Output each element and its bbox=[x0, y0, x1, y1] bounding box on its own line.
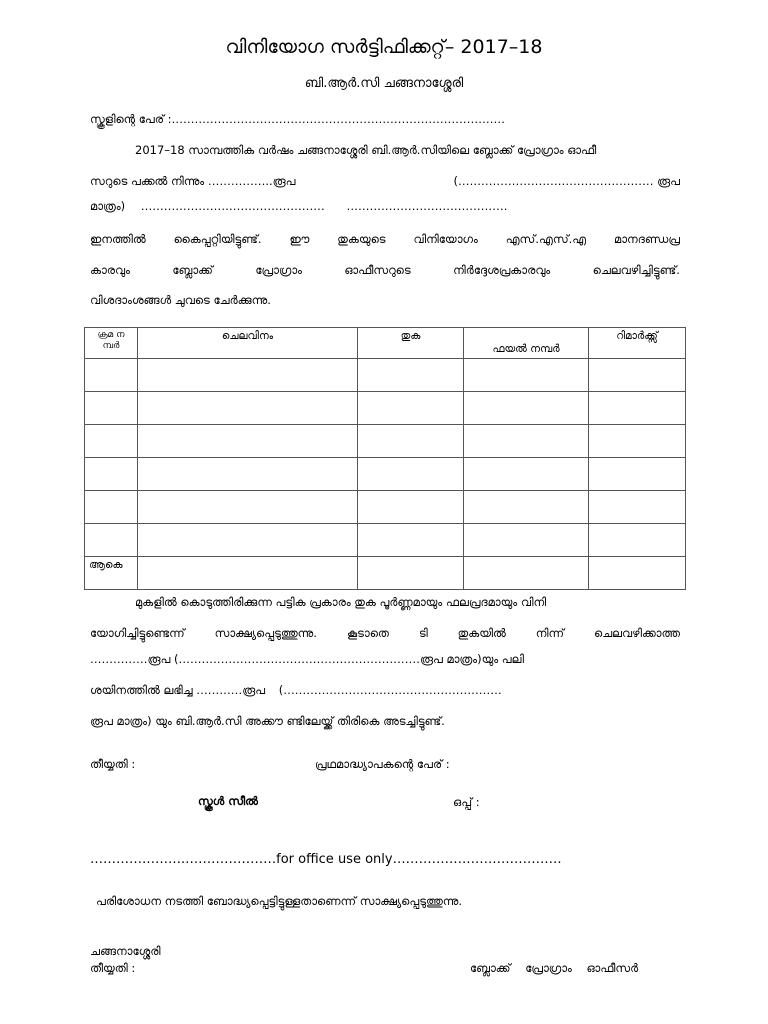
para2-line4-b: (………………………………………………… bbox=[278, 683, 502, 697]
para1-line3-a: മാത്രം) bbox=[90, 199, 126, 213]
table-row bbox=[85, 458, 686, 491]
para1-line4-word: ഇനത്തിൽ bbox=[90, 232, 146, 246]
para1-line2-a: സറുടെ പക്കൽ നിന്നും ……………..രൂപ bbox=[90, 174, 296, 188]
para1-line3 bbox=[90, 199, 680, 214]
table-cell[interactable] bbox=[464, 392, 589, 425]
para2-line2-word: കൂടാതെ bbox=[346, 626, 389, 640]
signature-label: ഒപ്പ് : bbox=[453, 795, 480, 809]
table-cell[interactable] bbox=[464, 425, 589, 458]
para1-line4-word: ഈ bbox=[289, 232, 310, 246]
para2-line2-word: ടി bbox=[418, 626, 428, 640]
para1-line5 bbox=[90, 263, 680, 278]
table-row bbox=[85, 359, 686, 392]
table-cell[interactable] bbox=[464, 359, 589, 392]
table-cell[interactable] bbox=[358, 425, 464, 458]
table-cell[interactable] bbox=[589, 557, 686, 590]
table-cell[interactable] bbox=[138, 425, 358, 458]
table-cell[interactable] bbox=[85, 392, 138, 425]
table-cell[interactable] bbox=[589, 392, 686, 425]
table-cell[interactable] bbox=[138, 392, 358, 425]
date-label: തീയ്യതി : bbox=[90, 757, 136, 771]
para1-line4-word: എസ്.എസ്.എ bbox=[505, 232, 587, 246]
table-cell[interactable] bbox=[138, 524, 358, 557]
table-cell[interactable] bbox=[589, 458, 686, 491]
table-cell[interactable] bbox=[85, 458, 138, 491]
table-cell[interactable] bbox=[589, 425, 686, 458]
para2-line2-word: തുകയിൽ bbox=[457, 626, 506, 640]
table-cell[interactable] bbox=[358, 491, 464, 524]
table-cell[interactable] bbox=[138, 491, 358, 524]
para2-line2-word: ചെലവഴിക്കാത്ത bbox=[594, 626, 680, 640]
para1-line4-word: തുകയുടെ bbox=[337, 232, 386, 246]
table-cell[interactable] bbox=[138, 359, 358, 392]
verification-statement: പരിശോധന നടത്തി ബോദ്ധ്യപ്പെട്ടിട്ടുള്ളതാണെന്ന് സാക്ഷ്യപ്പെടുത്തുന്നു. bbox=[96, 894, 463, 908]
para1-line4-word: മാനദണ്ഡപ്ര bbox=[614, 232, 680, 246]
para2-line2-word: നിന്ന് bbox=[535, 626, 565, 640]
school-name-line: സ്കൂളിന്റെ പേര് :…………………………………………………………………………… bbox=[90, 112, 506, 126]
table-cell[interactable] bbox=[358, 557, 464, 590]
table-cell[interactable] bbox=[358, 458, 464, 491]
brc-name: ബി.ആർ.സി ചങ്ങനാശ്ശേരി bbox=[304, 76, 464, 91]
para2-line4 bbox=[90, 683, 680, 698]
footer-place: ചങ്ങനാശ്ശേരി bbox=[90, 944, 161, 958]
table-header-row bbox=[85, 328, 686, 359]
table-row bbox=[85, 524, 686, 557]
table-cell[interactable] bbox=[85, 491, 138, 524]
para2-line4-a: ശയിനത്തിൽ ലഭിച്ച …………രൂപ bbox=[90, 683, 266, 697]
table-cell[interactable] bbox=[85, 524, 138, 557]
total-label: ആകെ bbox=[85, 557, 138, 590]
col-header-item: ചെലവിനം bbox=[138, 328, 358, 359]
para1-line5-word: ചെലവഴിച്ചിട്ടുണ്ട്. bbox=[592, 263, 680, 277]
footer-date-label: തീയ്യതി : bbox=[90, 961, 136, 975]
para1-line2 bbox=[90, 174, 680, 189]
para1-line3-b: ………………………………………… bbox=[140, 199, 325, 213]
table-cell[interactable] bbox=[358, 359, 464, 392]
para1-line2-b: (…………………………………………… രൂപ bbox=[453, 174, 680, 188]
page-title: വിനിയോഗ സർട്ടിഫിക്കറ്റ്– 2017–18 bbox=[225, 36, 543, 58]
table-cell[interactable] bbox=[138, 458, 358, 491]
expense-table bbox=[84, 327, 686, 590]
table-row bbox=[85, 392, 686, 425]
table-cell[interactable] bbox=[464, 524, 589, 557]
table-cell[interactable] bbox=[138, 557, 358, 590]
para1-line3-c: …………………………………… bbox=[346, 199, 508, 213]
table-cell[interactable] bbox=[589, 491, 686, 524]
para2-line3: ……………രൂപ (………………………………………………………രൂപ മാത്രം)യും പലി bbox=[90, 652, 524, 666]
para2-line2-word: സാക്ഷ്യപ്പെടുത്തുന്നു. bbox=[214, 626, 317, 640]
col-header-remarks: റിമാർക്ക്സ് bbox=[589, 328, 686, 359]
para2-line5: രൂപ മാത്രം) യും ബി.ആർ.സി അക്കൗ ണ്ടിലേയ്ക്ക് തിരികെ അടച്ചിട്ടുണ്ട്. bbox=[90, 714, 445, 728]
para1-line6: വിശദാംശങ്ങൾ ചുവടെ ചേർക്കുന്നു. bbox=[90, 293, 271, 307]
col-header-file-number: ഫയൽ നമ്പർ bbox=[464, 328, 589, 359]
para2-line1: മുകളിൽ കൊടുത്തിരിക്കുന്ന പട്ടിക പ്രകാരം തുക പൂർണ്ണമായും ഫലപ്രദമായും വിനി bbox=[135, 595, 547, 609]
para1-line5-word: പ്രോഗ്രാം bbox=[255, 263, 302, 277]
table-cell[interactable] bbox=[358, 392, 464, 425]
table-cell[interactable] bbox=[85, 425, 138, 458]
table-total-row bbox=[85, 557, 686, 590]
table-cell[interactable] bbox=[464, 557, 589, 590]
para1-line5-word: ബ്ലോക്ക് bbox=[172, 263, 213, 277]
para1-line4-word: വിനിയോഗം bbox=[413, 232, 478, 246]
block-programme-officer: ബ്ലോക്ക് പ്രോഗ്രാം ഓഫീസർ bbox=[470, 961, 639, 975]
table-cell[interactable] bbox=[464, 491, 589, 524]
table-cell[interactable] bbox=[589, 524, 686, 557]
col-header-serial: ക്രമ ന മ്പർ bbox=[85, 328, 138, 359]
para1-line4 bbox=[90, 232, 680, 247]
table-cell[interactable] bbox=[85, 359, 138, 392]
para1-line4-word: കൈപ്പറ്റിയിട്ടുണ്ട്. bbox=[173, 232, 262, 246]
para1-line1: 2017–18 സാമ്പത്തിക വർഷം ചങ്ങനാശ്ശേരി ബി.ആർ.സിയിലെ ബ്ലോക്ക് പ്രോഗ്രാം ഓഫീ bbox=[135, 143, 597, 157]
col-header-amount: തുക bbox=[358, 328, 464, 359]
para1-line5-word: ഓഫീസറുടെ bbox=[344, 263, 411, 277]
table-cell[interactable] bbox=[589, 359, 686, 392]
table-cell[interactable] bbox=[358, 524, 464, 557]
headmaster-name-label: പ്രഥമാദ്ധ്യാപകന്റെ പേര് : bbox=[315, 757, 450, 771]
table-row bbox=[85, 491, 686, 524]
school-seal-label: സ്കൂൾ സീൽ bbox=[198, 794, 258, 808]
table-cell[interactable] bbox=[464, 458, 589, 491]
table-row bbox=[85, 425, 686, 458]
para1-line5-word: നിർദ്ദേശപ്രകാരവും bbox=[453, 263, 551, 277]
para1-line5-word: കാരവും bbox=[90, 263, 130, 277]
office-use-line: ………………….…………………for office use only………………………………… bbox=[90, 852, 562, 867]
para2-line2-word: യോഗിച്ചിട്ടുണ്ടെന്ന് bbox=[90, 626, 185, 640]
para2-line2 bbox=[90, 626, 680, 641]
